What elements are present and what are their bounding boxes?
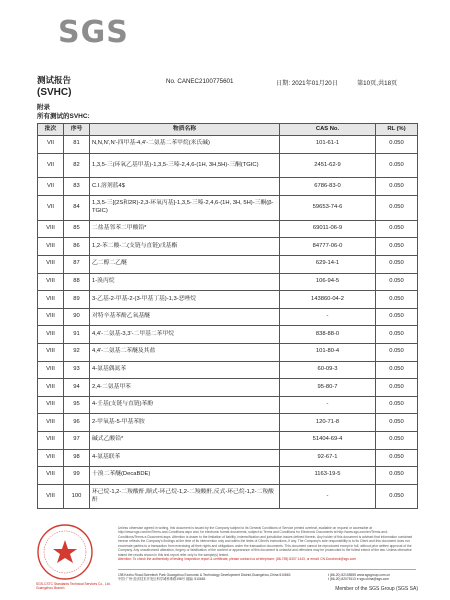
cell-rl: 0.050 [376,255,418,273]
cell-rl: 0.050 [376,136,418,154]
table-row [38,431,418,449]
cell-number: 93 [64,361,90,379]
cell-cas: 84777-06-0 [280,238,376,256]
cell-substance: 环己烷-1,2-二羧酸酐,顺式-环己烷-1,2-二羧酸酐,反式-环己烷-1,2-二羧酸酐 [90,484,280,509]
cell-cas: - [280,484,376,509]
table-row [38,326,418,344]
cell-substance: 4-壬基(支链与直链)苯酚 [90,396,280,414]
cell-rl: 0.050 [376,238,418,256]
cell-cas: - [280,308,376,326]
cell-rl: 0.050 [376,220,418,238]
report-number: No. CANEC2100775601 [166,78,234,85]
table-row [38,195,418,220]
member-line: Member of the SGS Group (SGS SA) [335,586,418,592]
cell-rl: 0.050 [376,414,418,432]
cell-number: 94 [64,379,90,397]
cell-substance: 1,3,5-三[(2S和2R)-2,3-环氧丙基]-1,3,5-三嗪-2,4,6-(1H, 3H, 5H)-三酮(β-TGIC) [90,195,280,220]
cell-substance: 对特辛基苯酚乙氧基醚 [90,308,280,326]
cell-substance: 2-甲氧基-5-甲基苯胺 [90,414,280,432]
cell-cas: 101-80-4 [280,343,376,361]
cell-rl: 0.050 [376,396,418,414]
cell-cas: 838-88-0 [280,326,376,344]
cell-substance: 3-乙基-2-甲基-2-(3-甲基丁基)-1,3-恶唑烷 [90,291,280,309]
cell-substance: 二盐基邻苯二甲酸铅* [90,220,280,238]
cell-rl: 0.050 [376,153,418,178]
report-date: 日期: 2021年01月20日 [276,80,338,87]
table-row [38,153,418,178]
cell-substance: C.I.溶剂蓝4$ [90,178,280,196]
cell-batch: VII [38,153,64,178]
cell-number: 90 [64,308,90,326]
table-row [38,343,418,361]
cell-cas: 2451-62-9 [280,153,376,178]
section-label: 附录 [37,104,50,111]
cell-rl: 0.050 [376,449,418,467]
cell-number: 84 [64,195,90,220]
table-row [38,379,418,397]
svhc-table [37,123,418,509]
col-header-number: 序号 [64,124,90,136]
cell-cas: 69011-06-9 [280,220,376,238]
cell-rl: 0.050 [376,273,418,291]
report-title-cn: 测试报告 [37,75,72,85]
table-row [38,178,418,196]
cell-number: 87 [64,255,90,273]
table-row [38,238,418,256]
cell-batch: VII [38,178,64,196]
table-row [38,467,418,485]
cell-batch: VII [38,195,64,220]
cell-batch: VIII [38,291,64,309]
cell-number: 96 [64,414,90,432]
col-header-rl: RL (%) [376,124,418,136]
report-title-en: (SVHC) [37,87,72,98]
cell-batch: VII [38,136,64,154]
cell-batch: VIII [38,220,64,238]
cell-cas: 60-09-3 [280,361,376,379]
cell-cas: - [280,396,376,414]
cell-number: 89 [64,291,90,309]
cell-rl: 0.050 [376,308,418,326]
cell-number: 86 [64,238,90,256]
cell-rl: 0.050 [376,178,418,196]
col-header-batch: 批次 [38,124,64,136]
cell-number: 92 [64,343,90,361]
cell-cas: 6786-83-0 [280,178,376,196]
cell-cas: 51404-69-4 [280,431,376,449]
address-en: 198 Kezhu Road,Scientech Park Guangzhou Economic & Technology Development District,Guangzhou,China 510663 [118,573,291,577]
cell-substance: 1,3,5-三(环氧乙基甲基)-1,3,5-三嗪-2,4,6-(1H, 3H,5H)-三酮(TGIC) [90,153,280,178]
cell-cas: 101-61-1 [280,136,376,154]
cell-cas: 120-71-8 [280,414,376,432]
col-header-substance: 物质名称 [90,124,280,136]
cell-rl: 0.050 [376,343,418,361]
table-row [38,361,418,379]
cell-batch: VIII [38,326,64,344]
section-description: 所有测试的SVHC: [37,113,90,120]
cell-number: 85 [64,220,90,238]
cell-batch: VIII [38,414,64,432]
disclaimer-text: Unless otherwise agreed in writing, this document is issued by the Company subject to its General Conditions of Service printed overleaf, available on request or accessible at http://www.sgs.com/en/Terms-and-Conditions.aspx and, for electronic format documents, subject to Terms and Conditions for Electronic Documents at http://www.sgs.com/en/Terms-and-Conditions/Terms-e-Document.aspx. Attention is drawn to the limitation of liability, indemnification and jurisdiction issues defined therein. Any holder of this document is advised that information contained hereon reflects the Company's findings at the time of its intervention only and within the limits of Client's instructions, if any. The Company's sole responsibility is to its Client and this document does not exonerate parties to a transaction from exercising all their rights and obligations under the transaction documents. This document cannot be reproduced except in full, without prior written approval of the Company. Any unauthorized alteration, forgery or falsification of the content or appearance of this document is unlawful and offenders may be prosecuted to the fullest extent of the law. Unless otherwise stated the results shown in this test report refer only to the sample(s) tested. [118,526,413,557]
contact-line-1: t (86-20) 82155555 www.sgsgroup.com.cn [328,573,390,577]
cell-substance: 1,2-苯二酸-二(支链与直链)戊基酯 [90,238,280,256]
table-row [38,255,418,273]
cell-number: 83 [64,178,90,196]
table-row [38,273,418,291]
address-cn: 中国·广州·经济技术开发区科学城科珠路198号 邮编: 510663 [118,577,206,582]
cell-cas: 92-67-1 [280,449,376,467]
disclaimer-block [118,526,414,562]
cell-substance: N,N,N',N'-四甲基-4,4'-二氨基二苯甲烷(米氏碱) [90,136,280,154]
cell-batch: VIII [38,396,64,414]
cell-substance: 十溴二苯醚(DecaBDE) [90,467,280,485]
cell-substance: 2,4-二氨基甲苯 [90,379,280,397]
cell-cas: 95-80-7 [280,379,376,397]
cell-number: 99 [64,467,90,485]
cell-batch: VIII [38,308,64,326]
contact-line-2: t (86-20) 82075113 e sgs.china@sgs.com [328,577,390,582]
table-row [38,220,418,238]
cell-batch: VIII [38,431,64,449]
cell-batch: VIII [38,238,64,256]
cell-rl: 0.050 [376,361,418,379]
cell-substance: 4-氨基联苯 [90,449,280,467]
table-row [38,396,418,414]
cell-cas: 106-94-5 [280,273,376,291]
cell-batch: VIII [38,467,64,485]
cell-number: 97 [64,431,90,449]
table-header-row [38,124,418,136]
table-row [38,449,418,467]
company-seal-stamp [36,523,94,581]
cell-cas: 1163-19-5 [280,467,376,485]
cell-batch: VIII [38,449,64,467]
cell-rl: 0.050 [376,431,418,449]
cell-substance: 4,4'-二氨基二苯醚及其盐 [90,343,280,361]
cell-number: 95 [64,396,90,414]
cell-cas: 629-14-1 [280,255,376,273]
stamp-caption: SGS-CSTC Standards Technical Services Co., Ltd. Guangzhou Branch [36,582,111,590]
cell-substance: 4,4'-二氨基-3,3'-二甲基二苯甲烷 [90,326,280,344]
page-indicator: 第10页,共18页 [357,80,398,87]
cell-batch: VIII [38,484,64,509]
cell-substance: 4-氨基偶氮苯 [90,361,280,379]
address-block [118,573,418,582]
table-row [38,308,418,326]
cell-number: 100 [64,484,90,509]
cell-number: 88 [64,273,90,291]
cell-substance: 碱式乙酸铅* [90,431,280,449]
cell-rl: 0.050 [376,195,418,220]
cell-cas: 59653-74-6 [280,195,376,220]
cell-number: 91 [64,326,90,344]
table-row [38,484,418,509]
table-row [38,291,418,309]
col-header-cas: CAS No. [280,124,376,136]
cell-number: 82 [64,153,90,178]
cell-batch: VIII [38,343,64,361]
sgs-logo-text: SGS [58,15,129,50]
cell-substance: 乙二醇二乙醚 [90,255,280,273]
table-row [38,414,418,432]
cell-rl: 0.050 [376,379,418,397]
cell-batch: VIII [38,379,64,397]
table-row [38,136,418,154]
cell-cas: 143860-04-2 [280,291,376,309]
cell-rl: 0.050 [376,467,418,485]
cell-batch: VIII [38,361,64,379]
cell-number: 81 [64,136,90,154]
sgs-logo [58,15,129,50]
cell-rl: 0.050 [376,326,418,344]
cell-batch: VIII [38,273,64,291]
cell-batch: VIII [38,255,64,273]
cell-number: 98 [64,449,90,467]
cell-rl: 0.050 [376,291,418,309]
footer-divider [118,569,416,570]
cell-substance: 1-溴丙烷 [90,273,280,291]
cell-rl: 0.050 [376,484,418,509]
authenticity-notice: Attention: To check the authenticity of testing /inspection report & certificate, please contact us at telephone: (86-755) 8307 1443, or email: CN.Doccheck@sgs.com [118,557,357,562]
